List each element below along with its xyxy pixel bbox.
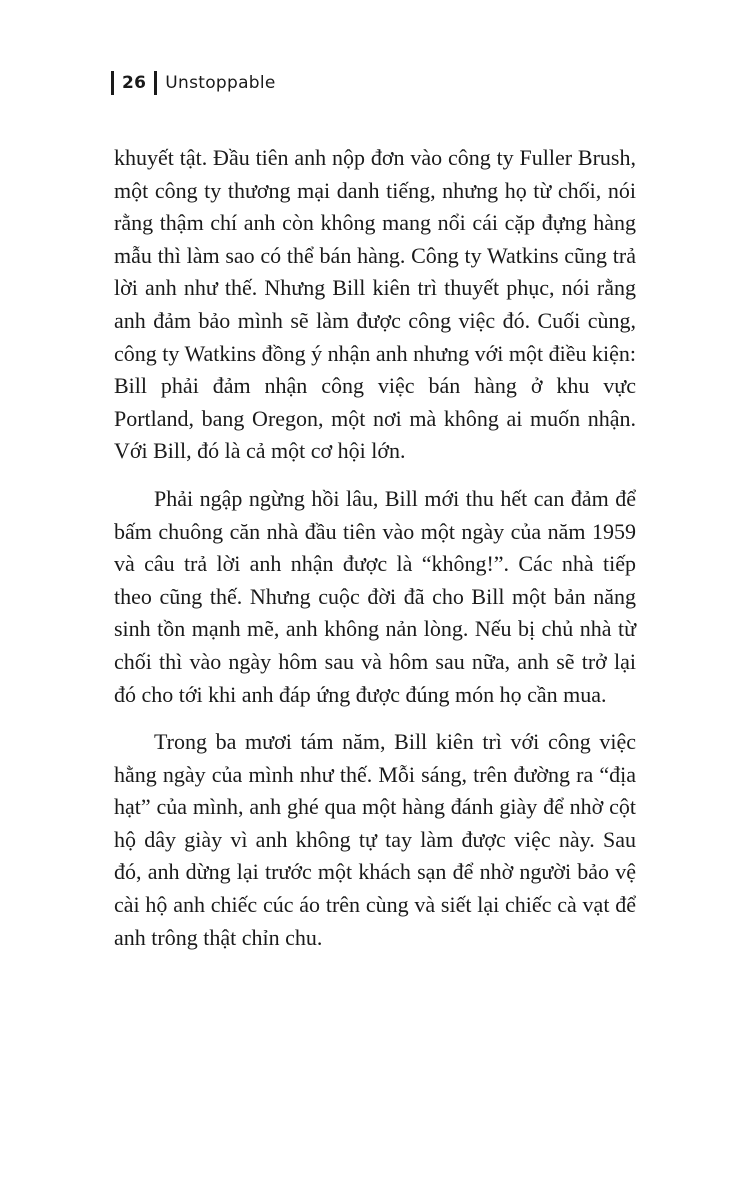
header-divider-left [111, 71, 114, 95]
body-text [114, 142, 636, 969]
book-title: Unstoppable [165, 73, 276, 93]
paragraph-2: Phải ngập ngừng hồi lâu, Bill mới thu hết can đảm để bấm chuông căn nhà đầu tiên vào một ngày của năm 1959 và câu trả lời anh nhận được là “không!”. Các nhà tiếp theo cũng thế. Nhưng cuộc đời đã cho Bill một bản năng sinh tồn mạnh mẽ, anh không nản lòng. Nếu bị chủ nhà từ chối thì vào ngày hôm sau và hôm sau nữa, anh sẽ trở lại đó cho tới khi anh đáp ứng được đúng món họ cần mua. [114, 485, 636, 707]
page-number: 26 [122, 73, 147, 93]
running-header [111, 70, 276, 96]
paragraph-3: Trong ba mươi tám năm, Bill kiên trì với công việc hằng ngày của mình như thế. Mỗi sáng, trên đường ra “địa hạt” của mình, anh ghé qua một hàng đánh giày để nhờ cột hộ dây giày vì anh không tự tay làm được việc này. Sau đó, anh dừng lại trước một khách sạn để nhờ người bảo vệ cài hộ anh chiếc cúc áo trên cùng và siết lại chiếc cà vạt để anh trông thật chỉn chu. [114, 729, 636, 950]
header-divider-right [154, 71, 157, 95]
paragraph-1: khuyết tật. Đầu tiên anh nộp đơn vào công ty Fuller Brush, một công ty thương mại danh tiếng, nhưng họ từ chối, nói rằng thậm chí anh còn không mang nổi cái cặp đựng hàng mẫu thì làm sao có thể bán hàng. Công ty Watkins cũng trả lời anh như thế. Nhưng Bill kiên trì thuyết phục, nói rằng anh đảm bảo mình sẽ làm được công việc đó. Cuối cùng, công ty Watkins đồng ý nhận anh nhưng với một điều kiện: Bill phải đảm nhận công việc bán hàng ở khu vực Portland, bang Oregon, một nơi mà không ai muốn nhận. Với Bill, đó là cả một cơ hội lớn. [114, 145, 636, 464]
